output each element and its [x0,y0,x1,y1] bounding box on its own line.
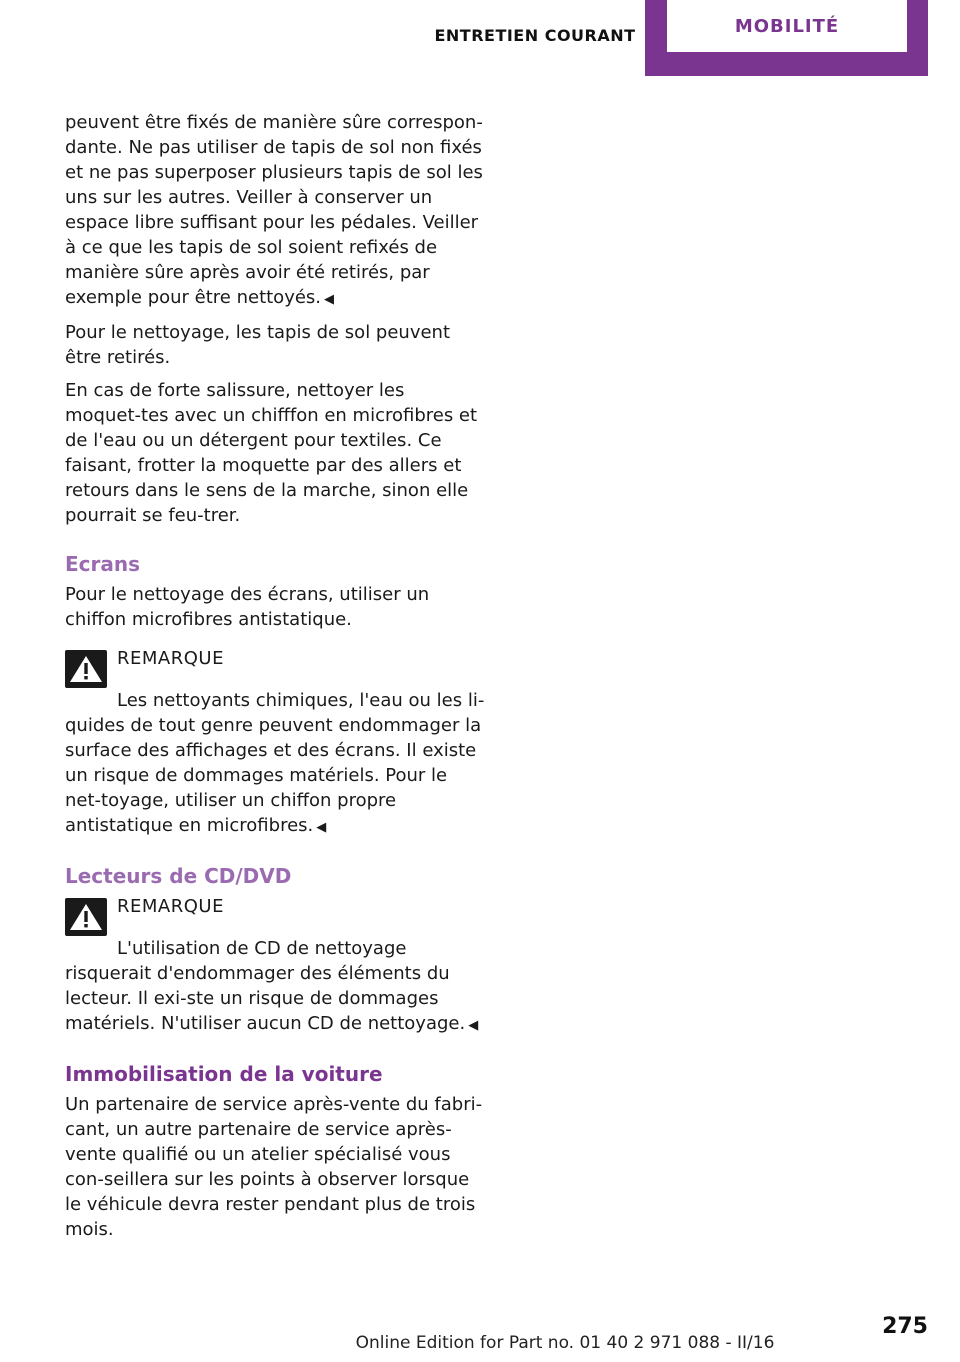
page-content [65,110,485,1250]
section-heading-ecrans: Ecrans [65,552,141,576]
paragraph [65,110,485,312]
section-heading-immobilisation: Immobilisation de la voiture [65,1062,383,1086]
end-of-note-icon: ◀ [468,1018,479,1033]
note-text-body: Les nettoyants chimiques, l'eau ou les li-quides de tout genre peuvent endommager la surface des affichages et des écrans. Il existe un risque de dommages matériels. Pour le net-toyage, utiliser un chiffon propre antistatique en microfibres. ◀ [65,690,485,836]
note-label: REMARQUE [117,648,224,669]
footer-edition: Online Edition for Part no. 01 40 2 971 088 - II/16 [355,1333,775,1353]
section-heading-lecteurs: Lecteurs de CD/DVD [65,864,292,888]
warning-note-header [65,646,485,688]
note-label: REMARQUE [117,896,224,917]
paragraph: Un partenaire de service après-vente du fabri-cant, un autre partenaire de service après-vente qualifié ou un atelier spécialisé vous con-seillera sur les points à observer lorsque le véhicule devra rester pendant plus de trois mois. [65,1094,483,1240]
paragraph: Pour le nettoyage, les tapis de sol peuvent être retirés. [65,322,451,368]
warning-triangle-icon [65,898,107,936]
paragraph: Pour le nettoyage des écrans, utiliser un chiffon microfibres antistatique. [65,584,430,630]
chapter-title: ENTRETIEN COURANT [434,26,636,45]
paragraph-text: peuvent être fixés de manière sûre correspon-dante. Ne pas utiliser de tapis de sol non fixés et ne pas superposer plusieurs tapis de sol les uns sur les autres. Veiller à conserver un espace libre suffisant pour les pédales. Veiller à ce que les tapis de sol soient refixés de manière sûre après avoir été retirés, par exemple pour être nettoyés. [65,112,483,308]
page-number: 275 [882,1314,928,1339]
note-text [65,688,485,840]
warning-note [65,894,485,1038]
warning-note-header [65,894,485,936]
section-tab [645,0,928,76]
note-text-body: L'utilisation de CD de nettoyage risquerait d'endommager des éléments du lecteur. Il exi-ste un risque de dommages matériels. N'utiliser aucun CD de nettoyage. ◀ [65,938,479,1034]
warning-note [65,646,485,840]
section-tab-label: MOBILITÉ [667,0,907,52]
paragraph: En cas de forte salissure, nettoyer les moquet-tes avec un chifffon en microfibres et de l'eau ou un détergent pour textiles. Ce faisant, frotter la moquette par des allers et retours dans le sens de la marche, sinon elle pourrait se feu-trer. [65,380,478,526]
end-of-note-icon: ◀ [324,292,335,307]
note-text [65,936,485,1038]
end-of-note-icon: ◀ [316,820,327,835]
warning-triangle-icon [65,650,107,688]
